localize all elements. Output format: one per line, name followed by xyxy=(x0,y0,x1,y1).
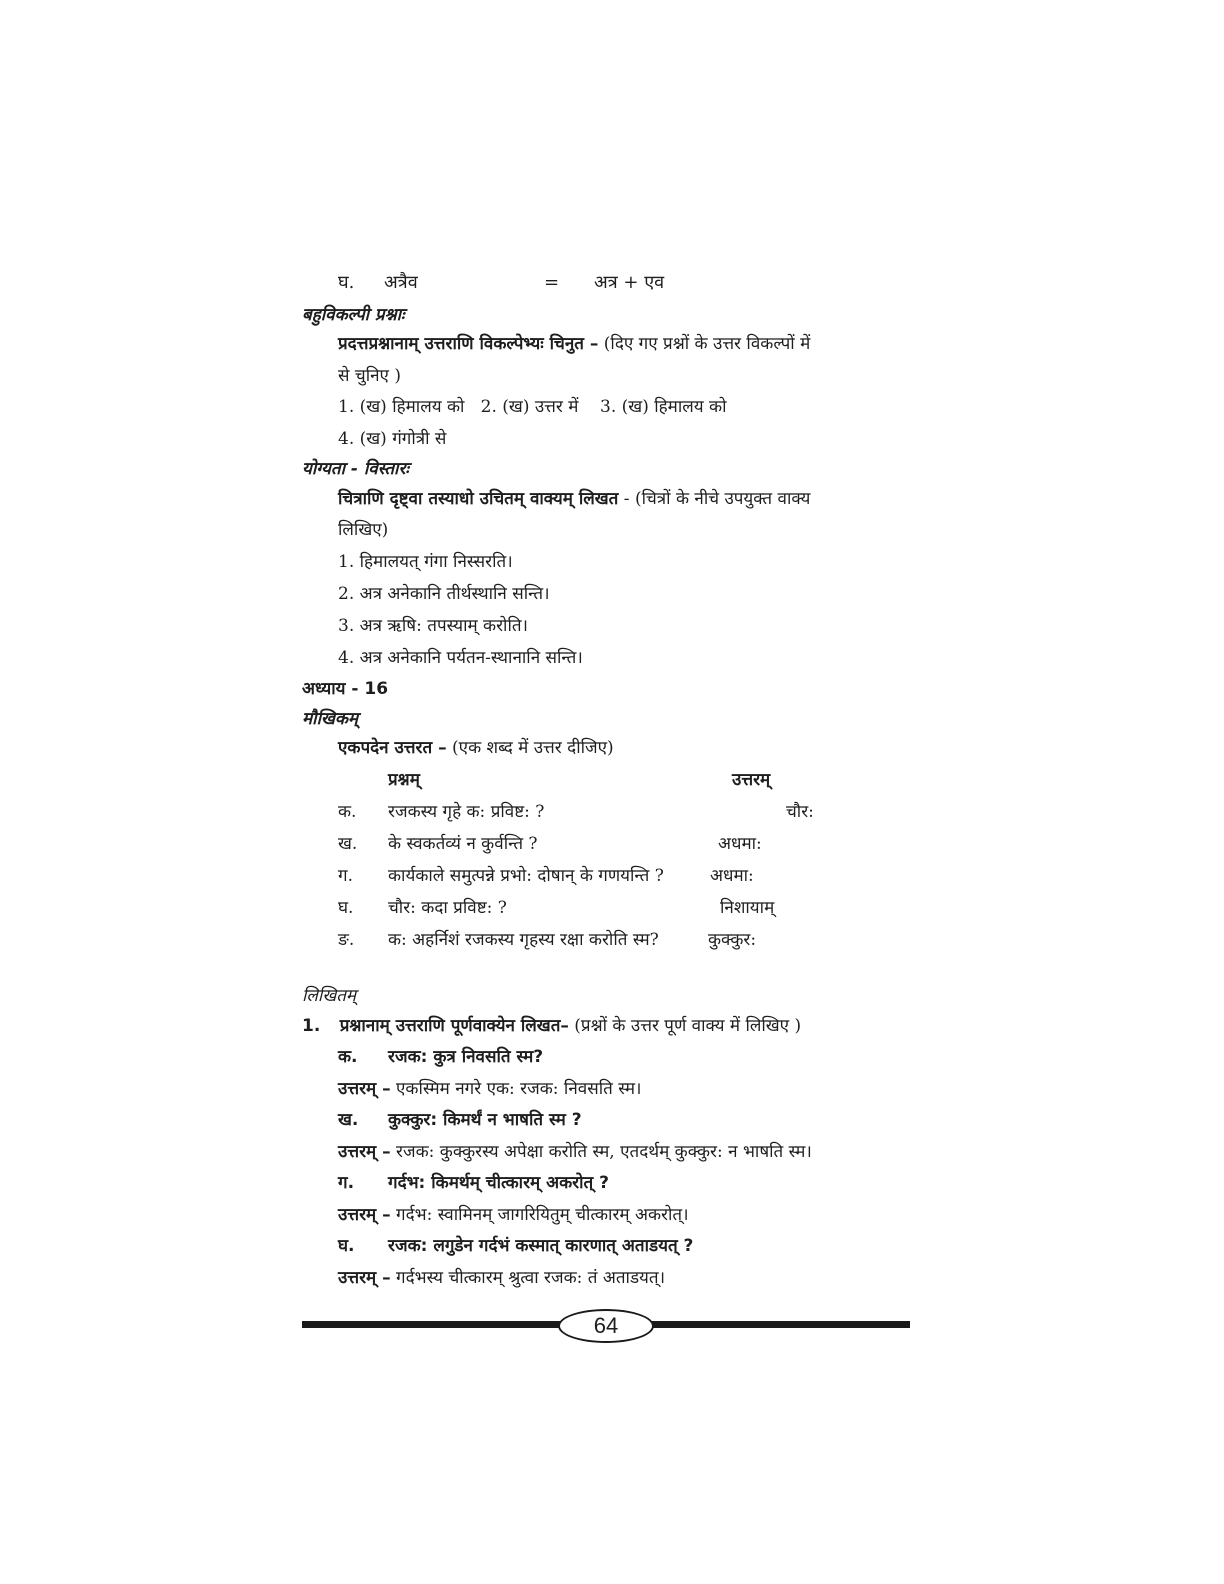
likhitam-answer xyxy=(338,1265,665,1291)
yogyata-item: 1. हिमालयत् गंगा निस्सरति। xyxy=(338,552,513,572)
qa-row-question: चौर: कदा प्रविष्ट: ? xyxy=(388,898,507,918)
mcq-instruction-bold: प्रदत्तप्रश्नानाम् उत्तराणि विकल्पेभ्यः चिनुत – xyxy=(338,334,599,354)
col-header-question: प्रश्नम् xyxy=(388,770,420,790)
footer-rule-right xyxy=(648,1321,910,1328)
qa-row-label: क. xyxy=(338,802,357,822)
qa-row-answer: अधमा: xyxy=(718,834,762,854)
yogyata-instruction-bold: चित्राणि दृष्ट्वा तस्याधो उचितम् वाक्यम् लिखत xyxy=(338,489,619,509)
qa-row-label: घ. xyxy=(338,898,354,918)
likhitam-heading: लिखितम् xyxy=(302,986,357,1006)
yogyata-item: 2. अत्र अनेकानि तीर्थस्थानि सन्ति। xyxy=(338,584,550,604)
mcq-answers-line1: 1. (ख) हिमालय को 2. (ख) उत्तर में 3. (ख) हिमालय को xyxy=(338,397,727,417)
mcq-heading: बहुविकल्पी प्रश्नाः xyxy=(302,305,405,325)
likhitam-item-question: गर्दभ: किमर्थम् चीत्कारम् अकरोत् ? xyxy=(388,1173,609,1193)
yogyata-instruction-cont: लिखिए) xyxy=(338,520,389,540)
maukhikam-instruction-bold: एकपदेन उत्तरत – xyxy=(338,738,447,758)
answer-text: गर्दभस्य चीत्कारम् श्रुत्वा रजक: तं अताडयत्। xyxy=(396,1268,666,1288)
yogyata-instruction-text: - (चित्रों के नीचे उपयुक्त वाक्य xyxy=(623,489,811,509)
qa-row-label: ङ. xyxy=(338,930,355,950)
likhitam-q-number: 1. xyxy=(302,1016,321,1036)
likhitam-item-question: रजक: कुत्र निवसति स्म? xyxy=(388,1047,544,1067)
answer-label: उत्तरम् – xyxy=(338,1268,391,1288)
col-header-answer: उत्तरम् xyxy=(732,770,771,790)
qa-row-question: के स्वकर्तव्यं न कुर्वन्ति ? xyxy=(388,834,538,854)
answer-text: रजक: कुक्कुरस्य अपेक्षा करोति स्म, एतदर्थम् कुक्कुर: न भाषति स्म। xyxy=(396,1142,812,1162)
qa-row-answer: निशायाम् xyxy=(720,898,775,918)
sandhi-equals: = xyxy=(544,272,560,293)
mcq-instruction-text: (दिए गए प्रश्नों के उत्तर विकल्पों में xyxy=(603,334,811,354)
yogyata-item: 3. अत्र ऋषि: तपस्याम् करोति। xyxy=(338,616,529,636)
mcq-answers-line2: 4. (ख) गंगोत्री से xyxy=(338,429,447,449)
likhitam-answer xyxy=(338,1139,812,1165)
likhitam-item-question: रजक: लगुडेन गर्दभं कस्मात् कारणात् अताडयत् ? xyxy=(388,1236,694,1256)
mcq-instruction xyxy=(338,331,810,357)
maukhikam-instruction xyxy=(338,735,614,761)
qa-row-answer: कुक्कुर: xyxy=(708,930,757,950)
page-number: 64 xyxy=(558,1309,654,1343)
likhitam-answer xyxy=(338,1202,689,1228)
maukhikam-heading: मौखिकम् xyxy=(302,709,359,729)
sandhi-word: अत्रैव xyxy=(384,272,418,293)
yogyata-instruction xyxy=(338,486,810,512)
qa-row-question: क: अहर्निशं रजकस्य गृहस्य रक्षा करोति स्म? xyxy=(388,930,659,950)
answer-text: गर्दभ: स्वामिनम् जागरियितुम् चीत्कारम् अकरोत्। xyxy=(396,1205,689,1225)
answer-label: उत्तरम् – xyxy=(338,1205,391,1225)
likhitam-item-question: कुक्कुर: किमर्थं न भाषति स्म ? xyxy=(388,1110,582,1130)
answer-label: उत्तरम् – xyxy=(338,1142,391,1162)
answer-text: एकस्मिम नगरे एक: रजक: निवसति स्म। xyxy=(396,1079,642,1099)
qa-row-question: कार्यकाले समुत्पन्ने प्रभो: दोषान् के गणयन्ति ? xyxy=(388,866,664,886)
likhitam-item-label: घ. xyxy=(338,1236,355,1256)
sandhi-label: घ. xyxy=(338,272,355,293)
likhitam-instruction xyxy=(302,1013,801,1039)
mcq-instruction-cont: से चुनिए ) xyxy=(338,366,401,386)
qa-row-answer: चौर: xyxy=(786,802,814,822)
likhitam-instruction-bold: प्रश्नानाम् उत्तराणि पूर्णवाक्येन लिखत– xyxy=(339,1016,569,1036)
likhitam-answer xyxy=(338,1076,641,1102)
answer-label: उत्तरम् – xyxy=(338,1079,391,1099)
chapter-title: अध्याय - 16 xyxy=(302,679,389,699)
qa-row-question: रजकस्य गृहे क: प्रविष्ट: ? xyxy=(388,802,545,822)
likhitam-item-label: ग. xyxy=(338,1173,355,1193)
yogyata-item: 4. अत्र अनेकानि पर्यतन-स्थानानि सन्ति। xyxy=(338,648,583,668)
qa-row-answer: अधमा: xyxy=(710,866,754,886)
qa-row-label: ख. xyxy=(338,834,358,854)
likhitam-item-label: ख. xyxy=(338,1110,359,1130)
qa-row-label: ग. xyxy=(338,866,353,886)
footer-rule-left xyxy=(302,1321,564,1328)
yogyata-heading: योग्यता - विस्तारः xyxy=(302,459,409,479)
sandhi-split: अत्र + एव xyxy=(594,272,665,293)
likhitam-item-label: क. xyxy=(338,1047,358,1067)
maukhikam-instruction-text: (एक शब्द में उत्तर दीजिए) xyxy=(452,738,614,758)
likhitam-instruction-text: (प्रश्नों के उत्तर पूर्ण वाक्य में लिखिए ) xyxy=(574,1016,802,1036)
